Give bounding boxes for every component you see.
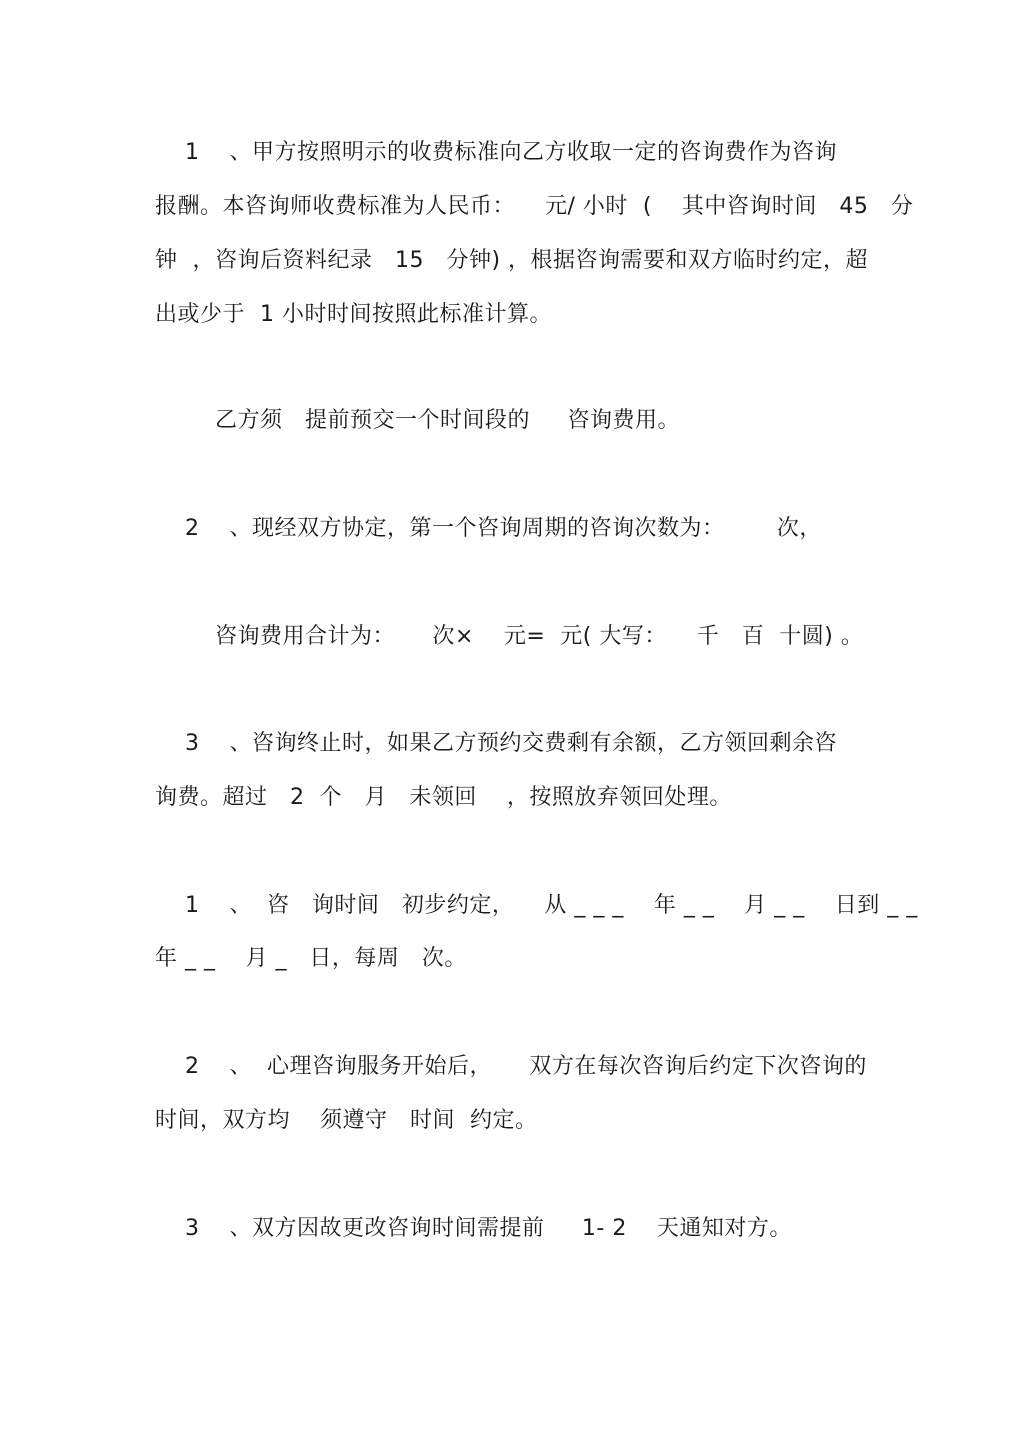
paragraph-1-line-4: 出或少于 1 小时时间按照此标准计算。 [155,302,552,327]
paragraph-2-line-1: 乙方须 提前预交一个时间段的 咨询费用。 [215,408,680,433]
paragraph-7-line-1: 2 、 心理咨询服务开始后， 双方在每次咨询后约定下次咨询的 [185,1054,867,1079]
paragraph-3-line-1: 2 、现经双方协定，第一个咨询周期的咨询次数为： 次， [185,516,822,541]
paragraph-1-line-2: 报酬。本咨询师收费标准为人民币： 元/ 小时 ( 其中咨询时间 45 分 [155,194,914,219]
paragraph-4-line-1: 咨询费用合计为： 次× 元= 元( 大写： 千 百 十圆) 。 [215,624,864,649]
paragraph-1-line-1: 1 、甲方按照明示的收费标准向乙方收取一定的咨询费作为咨询 [185,140,837,165]
paragraph-5-line-2: 询费。超过 2 个 月 未领回 ，按照放弃领回处理。 [155,785,732,810]
paragraph-1-line-3: 钟 ，咨询后资料纪录 15 分钟) ，根据咨询需要和双方临时约定，超 [155,248,869,273]
paragraph-6-line-2: 年 _ _ 月 _ 日，每周 次。 [155,946,467,971]
paragraph-5-line-1: 3 、咨询终止时，如果乙方预约交费剩有余额，乙方领回剩余咨 [185,731,837,756]
paragraph-8-line-1: 3 、双方因故更改咨询时间需提前 1- 2 天通知对方。 [185,1216,792,1241]
paragraph-6-line-1: 1 、 咨 询时间 初步约定， 从 _ _ _ 年 _ _ 月 _ _ 日到 _ _ [185,893,918,918]
paragraph-7-line-2: 时间，双方均 须遵守 时间 约定。 [155,1108,538,1133]
